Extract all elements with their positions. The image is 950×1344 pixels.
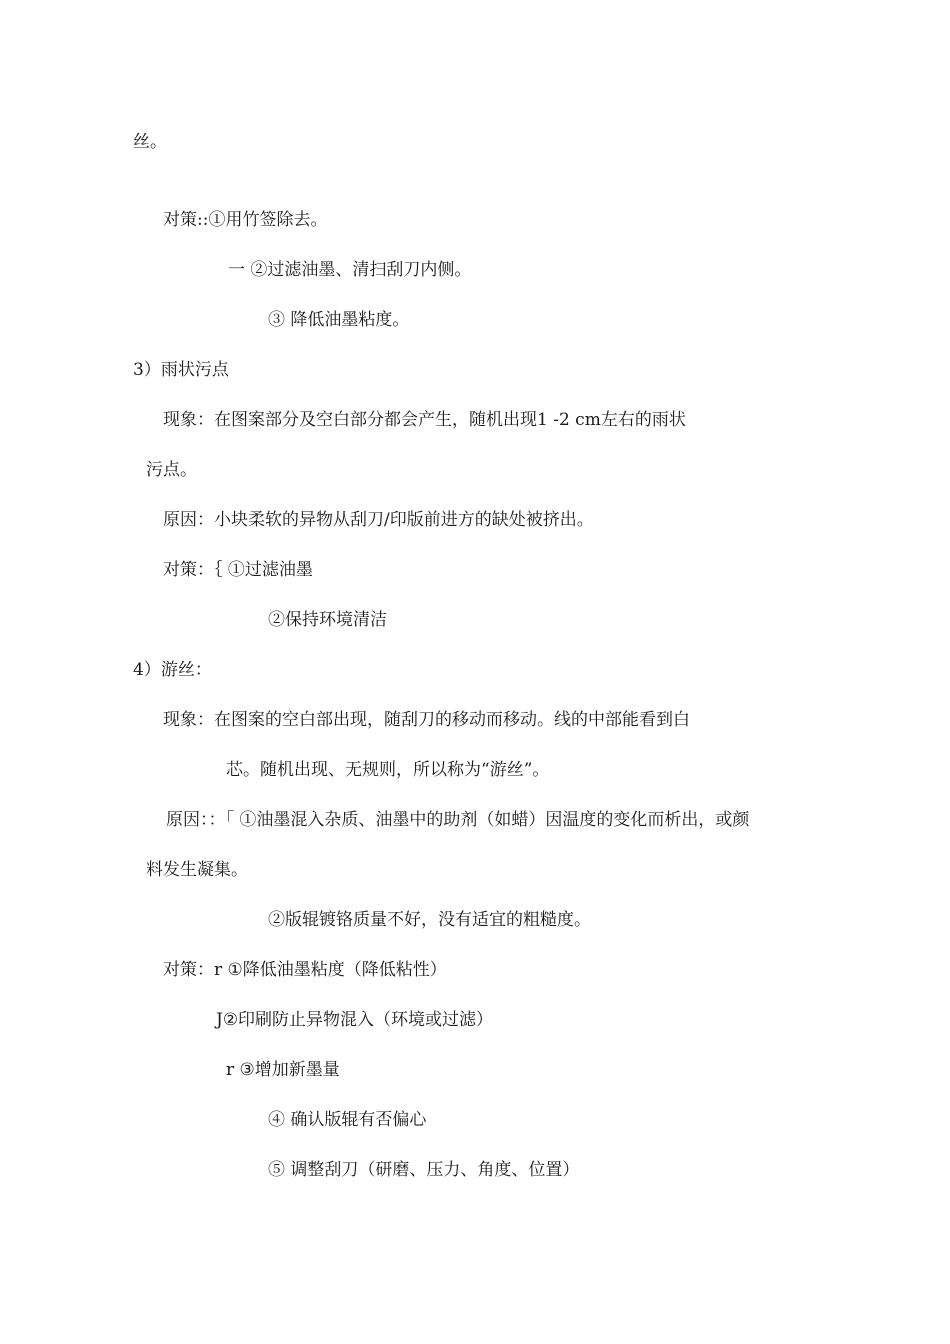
section-heading: 3）雨状污点: [133, 360, 229, 380]
text-line: 原因：：「 ①油墨混入杂质、油墨中的助剂（如蜡）因温度的变化而析出，或颜: [166, 810, 750, 830]
text-line: 芯。随机出现、无规则，所以称为“游丝”。: [226, 760, 550, 780]
text-line: 对策：｛ ①过滤油墨: [163, 560, 313, 580]
text-line: 污点。: [146, 460, 197, 480]
text-line: 丝。: [133, 132, 167, 152]
text-line: 一 ②过滤油墨、清扫刮刀内侧。: [228, 260, 472, 280]
text-line: ③ 降低油墨粘度。: [268, 310, 410, 330]
text-line: 对策::①用竹签除去。: [163, 210, 328, 230]
text-line: 对策：r ①降低油墨粘度（降低粘性）: [163, 960, 447, 980]
text-line: ②版辊镀铬质量不好，没有适宜的粗糙度。: [268, 910, 591, 930]
section-heading: 4）游丝：: [133, 660, 212, 680]
text-line: 现象：在图案的空白部出现，随刮刀的移动而移动。线的中部能看到白: [163, 710, 690, 730]
text-line: r ③增加新墨量: [226, 1060, 340, 1080]
text-line: J②印刷防止异物混入（环境或过滤）: [216, 1010, 494, 1030]
text-line: 料发生凝集。: [146, 860, 248, 880]
text-line: 原因：小块柔软的异物从刮刀/印版前进方的缺处被挤出。: [163, 510, 594, 530]
text-line: 现象：在图案部分及空白部分都会产生，随机出现1 -2 cm左右的雨状: [163, 410, 686, 430]
text-line: ②保持环境清洁: [268, 610, 387, 630]
text-line: ⑤ 调整刮刀（研磨、压力、角度、位置）: [268, 1160, 580, 1180]
text-line: ④ 确认版辊有否偏心: [268, 1110, 427, 1130]
